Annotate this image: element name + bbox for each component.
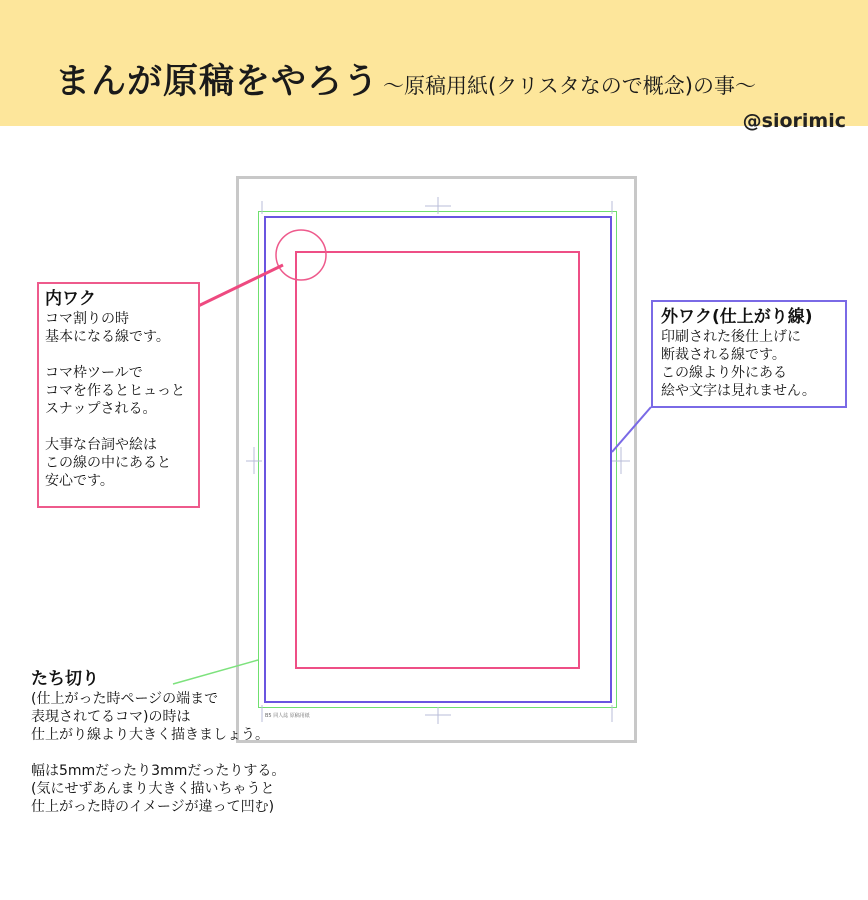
outer-note-line: 印刷された後仕上げに bbox=[661, 329, 801, 345]
inner-frame-note bbox=[37, 282, 200, 508]
inner-note-line: 大事な台詞や絵は bbox=[45, 437, 157, 453]
inner-note-line: コマ枠ツールで bbox=[45, 365, 143, 381]
outer-note-line: この線より外にある bbox=[661, 365, 787, 381]
outer-pointer-line bbox=[612, 407, 651, 452]
inner-note-line: 基本になる線です。 bbox=[45, 329, 170, 345]
outer-note-line: 絵や文字は見れません。 bbox=[661, 383, 816, 399]
inner-note-line: コマ割りの時 bbox=[45, 311, 129, 327]
bleed-note-line: 仕上がった時のイメージが違って凹む) bbox=[31, 799, 275, 815]
bleed-note bbox=[31, 668, 331, 816]
page-subtitle: 〜原稿用紙(クリスタなので概念)の事〜 bbox=[383, 74, 756, 98]
inner-note-line: この線の中にあると bbox=[45, 455, 171, 471]
inner-pointer-line bbox=[192, 265, 283, 309]
paper-caption: B5 同人誌 原稿用紙 bbox=[265, 713, 310, 719]
outer-frame-note bbox=[651, 300, 847, 408]
corner-highlight-circle bbox=[276, 230, 326, 280]
inner-note-line: コマを作るとヒュっと bbox=[45, 383, 185, 399]
page-title: まんが原稿をやろう bbox=[55, 62, 380, 102]
registration-marks bbox=[246, 197, 630, 724]
bleed-note-line: (気にせずあんまり大きく描いちゃうと bbox=[31, 781, 275, 797]
outer-note-heading: 外ワク(仕上がり線) bbox=[661, 307, 813, 327]
author-handle: @siorimic bbox=[742, 110, 846, 132]
outer-note-line: 断裁される線です。 bbox=[661, 347, 786, 363]
inner-note-line: スナップされる。 bbox=[45, 401, 157, 417]
bleed-note-line: 表現されてるコマ)の時は bbox=[31, 709, 191, 725]
bleed-note-heading: たち切り bbox=[31, 669, 99, 689]
bleed-note-line: 幅は5mmだったり3mmだったりする。 bbox=[31, 763, 286, 779]
inner-note-line: 安心です。 bbox=[45, 473, 114, 489]
bleed-note-line: 仕上がり線より大きく描きましょう。 bbox=[31, 727, 269, 743]
inner-note-heading: 内ワク bbox=[45, 289, 96, 309]
bleed-note-line: (仕上がった時ページの端まで bbox=[31, 691, 219, 707]
